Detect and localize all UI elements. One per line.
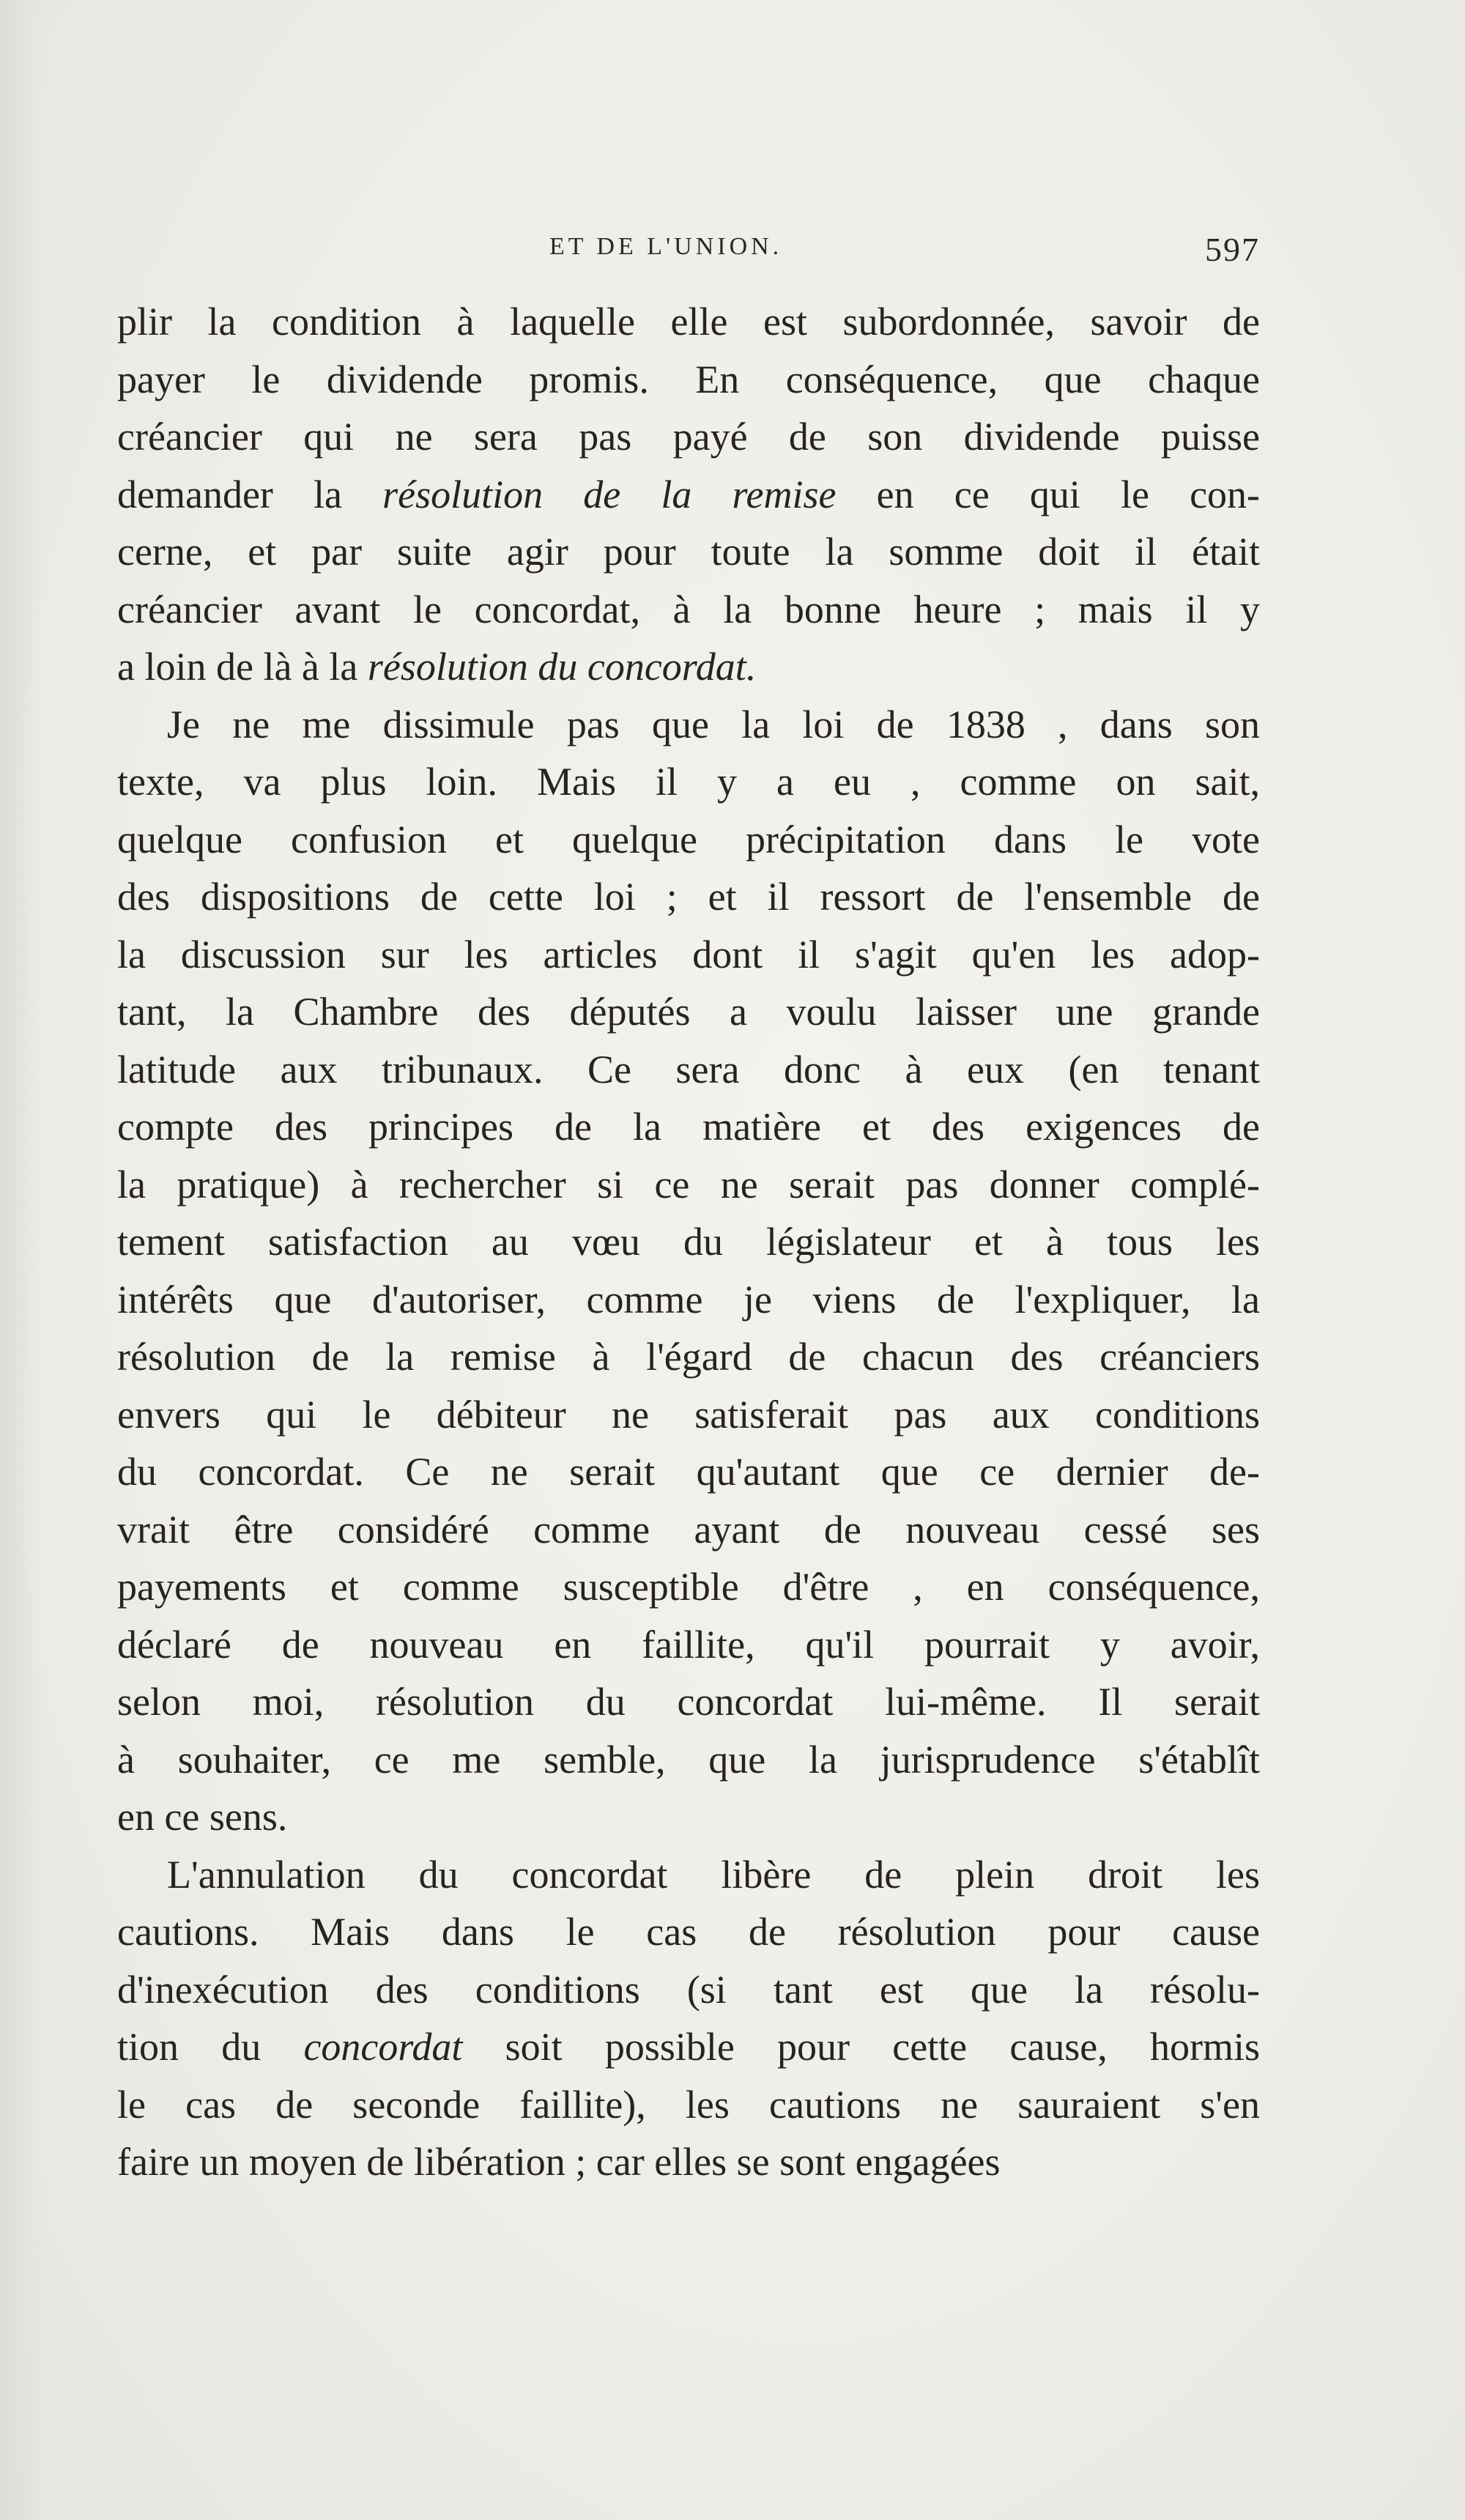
text-run: cerne, et par suite agir pour toute la somme doit il était <box>117 530 1260 574</box>
text-run: plir la condition à laquelle elle est subordonnée, savoir de <box>117 300 1260 344</box>
text-run: en ce sens. <box>117 1795 288 1839</box>
italic-run: résolution de la remise <box>382 472 837 516</box>
text-line <box>117 408 1260 466</box>
text-run: déclaré de nouveau en faillite, qu'il pourrait y avoir, <box>117 1622 1260 1667</box>
text-line <box>117 1903 1260 1961</box>
text-run: faire un moyen de libération ; car elles se sont engagées <box>117 2140 1001 2184</box>
text-line <box>117 1041 1260 1099</box>
text-line <box>117 983 1260 1041</box>
text-run: en ce qui le con- <box>836 472 1261 516</box>
paragraph <box>117 293 1260 696</box>
text-line <box>117 1328 1260 1386</box>
text-line <box>117 2076 1260 2134</box>
text-run: la discussion sur les articles dont il s'agit qu'en les adop- <box>117 932 1260 976</box>
text-run: d'inexécution des conditions (si tant est que la résolu- <box>117 1967 1260 2012</box>
text-run: L'annulation du concordat libère de plein droit les <box>167 1852 1260 1897</box>
text-run: vrait être considéré comme ayant de nouveau cessé ses <box>117 1507 1260 1552</box>
text-line <box>117 466 1260 524</box>
text-run: selon moi, résolution du concordat lui-même. Il serait <box>117 1680 1260 1724</box>
text-line <box>117 581 1260 639</box>
text-run: résolution de la remise à l'égard de chacun des créanciers <box>117 1335 1260 1379</box>
text-run: soit possible pour cette cause, hormis <box>462 2025 1260 2069</box>
text-line <box>117 1731 1260 1789</box>
text-run: créancier qui ne sera pas payé de son dividende puisse <box>117 415 1260 459</box>
italic-run: résolution du concordat. <box>367 645 757 689</box>
paragraph <box>117 1846 1260 2191</box>
text-line <box>117 1098 1260 1156</box>
text-line <box>117 2133 1260 2191</box>
text-line <box>117 696 1260 754</box>
text-run: payer le dividende promis. En conséquence, que chaque <box>117 357 1260 401</box>
text-line <box>117 1386 1260 1444</box>
text-run: payements et comme susceptible d'être , en conséquence, <box>117 1565 1260 1609</box>
text-run: cautions. Mais dans le cas de résolution pour cause <box>117 1910 1260 1954</box>
text-line <box>117 1501 1260 1559</box>
text-run: la pratique) à rechercher si ce ne serait pas donner complé- <box>117 1162 1260 1207</box>
text-line <box>117 1443 1260 1501</box>
text-line <box>117 1271 1260 1329</box>
text-run: du concordat. Ce ne serait qu'autant que ce dernier de- <box>117 1450 1260 1494</box>
gutter-shadow <box>0 0 44 2520</box>
paragraph <box>117 696 1260 1846</box>
text-run: Je ne me dissimule pas que la loi de 1838 , dans son <box>167 702 1260 746</box>
text-line <box>117 523 1260 581</box>
text-line <box>117 1616 1260 1674</box>
text-run: à souhaiter, ce me semble, que la jurisprudence s'établît <box>117 1737 1260 1782</box>
body-text <box>117 293 1260 2191</box>
text-line <box>117 1213 1260 1271</box>
text-line <box>117 293 1260 351</box>
text-run: latitude aux tribunaux. Ce sera donc à eux (en tenant <box>117 1047 1260 1092</box>
text-line <box>117 351 1260 409</box>
text-line <box>117 1961 1260 2019</box>
text-line <box>117 638 1260 696</box>
text-line <box>117 1558 1260 1616</box>
text-run: quelque confusion et quelque précipitation dans le vote <box>117 817 1260 861</box>
text-run: tant, la Chambre des députés a voulu laisser une grande <box>117 990 1260 1034</box>
text-line <box>117 811 1260 869</box>
text-line <box>117 2018 1260 2076</box>
text-line <box>117 1156 1260 1214</box>
italic-run: concordat <box>303 2025 463 2069</box>
text-run: texte, va plus loin. Mais il y a eu , comme on sait, <box>117 760 1260 804</box>
text-run: tement satisfaction au vœu du législateur et à tous les <box>117 1220 1260 1264</box>
running-title: ET DE L'UNION. <box>549 233 783 260</box>
text-line <box>117 753 1260 811</box>
text-run: des dispositions de cette loi ; et il ressort de l'ensemble de <box>117 875 1260 919</box>
text-run: compte des principes de la matière et des exigences de <box>117 1105 1260 1149</box>
text-line <box>117 868 1260 926</box>
text-run: intérêts que d'autoriser, comme je viens de l'expliquer, la <box>117 1277 1260 1322</box>
text-line <box>117 926 1260 984</box>
text-run: demander la <box>117 472 383 516</box>
text-run: créancier avant le concordat, à la bonne heure ; mais il y <box>117 587 1260 631</box>
text-run: tion du <box>117 2025 304 2069</box>
text-line <box>117 1846 1260 1904</box>
text-run: a loin de là à la <box>117 645 368 689</box>
text-run: le cas de seconde faillite), les cautions ne sauraient s'en <box>117 2082 1260 2127</box>
running-head <box>117 233 1260 274</box>
text-line <box>117 1673 1260 1731</box>
text-line <box>117 1788 1260 1846</box>
text-run: envers qui le débiteur ne satisferait pas aux conditions <box>117 1392 1260 1437</box>
page-number: 597 <box>1205 231 1260 268</box>
